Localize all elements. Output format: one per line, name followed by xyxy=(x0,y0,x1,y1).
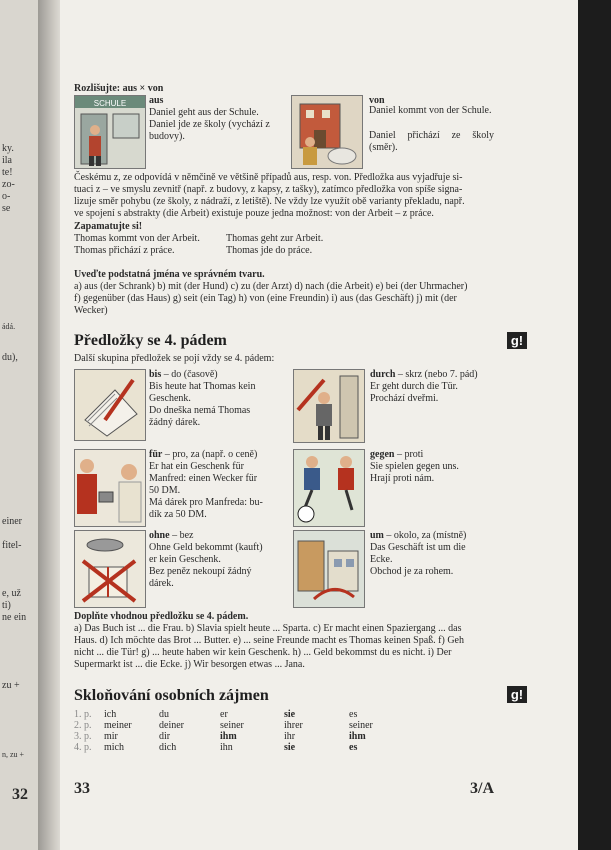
pronoun-cell: es xyxy=(349,742,358,753)
um-gloss: – okolo, za (místně) xyxy=(383,530,467,541)
calendar-icon xyxy=(75,370,145,440)
left-fragment: fitel- xyxy=(2,540,22,551)
exercise1-title: Uveďte podstatná jména ve správném tvaru. xyxy=(74,269,265,280)
case-label: 4. p. xyxy=(74,742,92,753)
pronoun-declension-heading: Skloňování osobních zájmen xyxy=(74,687,269,704)
gegen-entry xyxy=(370,449,423,461)
school-leaving-illustration xyxy=(291,95,363,169)
bis-line: žádný dárek. xyxy=(149,417,201,428)
pronoun-cell: er xyxy=(220,709,228,720)
pronoun-cell: du xyxy=(159,709,169,720)
ohne-line: Ohne Geld bekommt (kauft) xyxy=(149,542,263,553)
left-fragment: ky. xyxy=(2,143,14,154)
bis-gloss: – do (časově) xyxy=(161,369,218,380)
fuer-line: Er hat ein Geschenk für xyxy=(149,461,244,472)
pronoun-cell: ihn xyxy=(220,742,233,753)
grammar-badge-icon: g! xyxy=(507,686,527,703)
gegen-gloss: – proti xyxy=(394,449,424,460)
grammar-badge-icon: g! xyxy=(507,332,527,349)
ohne-examples xyxy=(149,542,284,590)
left-fragment: ti) xyxy=(2,600,11,611)
crossed-gift-icon xyxy=(75,531,145,607)
remember-example-2-cz: Thomas jde do práce. xyxy=(226,245,313,256)
fuer-entry xyxy=(149,449,257,461)
fuer-word: für xyxy=(149,449,163,460)
um-entry xyxy=(370,530,466,542)
remember-title: Zapamatujte si! xyxy=(74,221,143,232)
durch-word: durch xyxy=(370,369,396,380)
pronoun-cell: sie xyxy=(284,709,296,720)
gegen-line: Hrají proti nám. xyxy=(370,473,435,484)
pronoun-cell: dir xyxy=(159,731,171,742)
fuer-line: Má dárek pro Manfreda: bu- xyxy=(149,497,263,508)
gift-exchange-icon xyxy=(75,450,145,526)
pronoun-cell: meiner xyxy=(104,720,132,731)
explanation-line: tuaci z – ve smyslu zevnitř (např. z budovy, z kapsy, z tašky), zatímco předložka von spíše signa- xyxy=(74,184,463,195)
left-fragment: e, už xyxy=(2,588,21,599)
gegen-word: gegen xyxy=(370,449,395,460)
case-label: 2. p. xyxy=(74,720,92,731)
exercise2-line: nicht ... die Tür! g) ... heute haben wir kein Geschenk. h) ... Geld bekommst du es nicht. i) Der xyxy=(74,647,452,658)
bis-word: bis xyxy=(149,369,162,380)
remember-example-1-de: Thomas kommt von der Arbeit. xyxy=(74,233,200,244)
left-page-number: 32 xyxy=(12,786,28,803)
pronoun-cell: sie xyxy=(284,742,296,753)
ohne-line: er kein Geschenk. xyxy=(149,554,221,565)
gegen-line: Sie spielen gegen uns. xyxy=(370,461,459,472)
left-fragment: du), xyxy=(2,352,18,363)
fuer-examples xyxy=(149,461,284,521)
durch-gloss: – skrz (nebo 7. pád) xyxy=(395,369,478,380)
um-line: Obchod je za rohem. xyxy=(370,566,454,577)
gegen-examples xyxy=(370,461,505,485)
case-label: 3. p. xyxy=(74,731,92,742)
left-fragment: ádá. xyxy=(2,322,16,331)
exercise1-line: Wecker) xyxy=(74,305,108,316)
explanation-line: ve spojení s abstrakty (die Arbeit) existuje pouze jedna možnost: von der Arbeit – z práce. xyxy=(74,208,434,219)
table-row xyxy=(74,742,409,753)
left-fragment: te! xyxy=(2,167,13,178)
fuer-line: dík za 50 DM. xyxy=(149,509,207,520)
unit-label: 3/A xyxy=(470,780,494,797)
aus-von-explanation xyxy=(74,172,504,220)
ohne-entry xyxy=(149,530,193,542)
um-word: um xyxy=(370,530,384,541)
pronoun-cell: ich xyxy=(104,709,117,720)
fuer-line: 50 DM. xyxy=(149,485,181,496)
football-illustration xyxy=(293,449,365,527)
school-door-icon xyxy=(75,96,145,168)
von-word: von xyxy=(369,95,385,106)
ohne-word: ohne xyxy=(149,530,170,541)
durch-line: Prochází dveřmi. xyxy=(370,393,439,404)
bis-entry xyxy=(149,369,218,381)
bis-examples xyxy=(149,381,284,429)
exercise2-line: Haus. d) Ich möchte das Brot ... Butter. e) ... seine Freunde macht es Thomas keinen Spaß. f) Geh xyxy=(74,635,464,646)
pronoun-cell: ihrer xyxy=(284,720,303,731)
um-examples xyxy=(370,542,498,578)
exercise1-line: a) aus (der Schrank) b) mit (der Hund) c) zu (der Arzt) d) nach (die Arbeit) e) bei (der Uhrmacher) xyxy=(74,281,468,292)
bis-line: Geschenk. xyxy=(149,393,191,404)
left-fragment: ne ein xyxy=(2,612,27,623)
school-building-icon xyxy=(292,96,362,168)
exercise2-line: a) Das Buch ist ... die Frau. b) Slavia spielt heute ... Sparta. c) Er macht einen Spaziergang ... das xyxy=(74,623,462,634)
remember-example-2-de: Thomas geht zur Arbeit. xyxy=(226,233,324,244)
left-fragment: zu + xyxy=(2,680,20,691)
aus-czech-example: Daniel jde ze školy (vychází z budovy). xyxy=(149,119,270,142)
durch-examples xyxy=(370,381,505,405)
pronoun-cell: ihr xyxy=(284,731,296,742)
explanation-line: lizuje směr pohybu (ze školy, z nádraží, z letiště). Ne vždy lze využít obě varianty překladu, např. xyxy=(74,196,465,207)
aus-german-example: Daniel geht aus der Schule. xyxy=(149,107,259,118)
door-illustration xyxy=(293,369,365,443)
pronoun-declension-table xyxy=(74,709,409,753)
um-line: Ecke. xyxy=(370,554,393,565)
ohne-gloss: – bez xyxy=(169,530,194,541)
school-sign-text: SCHULE xyxy=(93,99,127,108)
page-number: 33 xyxy=(74,780,90,797)
accusative-intro: Další skupina předložek se pojí vždy se 4. pádem: xyxy=(74,353,275,364)
exercise2-body xyxy=(74,623,504,671)
left-fragment: zo- xyxy=(2,179,15,190)
table-row xyxy=(74,709,409,720)
um-line: Das Geschäft ist um die xyxy=(370,542,466,553)
door-icon xyxy=(294,370,364,442)
exercise2-line: Supermarkt ist ... die Ecke. j) Wir besorgen etwas ... Jana. xyxy=(74,659,305,670)
ohne-line: Bez peněz nekoupí žádný xyxy=(149,566,252,577)
exercise2-title: Doplňte vhodnou předložku se 4. pádem. xyxy=(74,611,249,622)
left-fragment: n, zu + xyxy=(2,750,25,759)
aus-word: aus xyxy=(149,95,164,106)
von-czech-example: Daniel přichází ze školy (směr). xyxy=(369,130,494,153)
street-corner-illustration xyxy=(293,530,365,608)
left-fragment: se xyxy=(2,203,11,214)
pronoun-cell: seiner xyxy=(349,720,373,731)
pronoun-cell: mir xyxy=(104,731,118,742)
durch-entry xyxy=(370,369,478,381)
fuer-line: Manfred: einen Wecker für xyxy=(149,473,258,484)
left-fragment: einer xyxy=(2,516,22,527)
von-german-example: Daniel kommt von der Schule. xyxy=(369,105,492,116)
fuer-gloss: – pro, za (např. o ceně) xyxy=(162,449,258,460)
calendar-illustration xyxy=(74,369,146,441)
durch-line: Er geht durch die Tür. xyxy=(370,381,458,392)
accusative-prepositions-heading: Předložky se 4. pádem xyxy=(74,332,227,349)
school-exit-illustration xyxy=(74,95,146,169)
bis-line: Bis heute hat Thomas kein xyxy=(149,381,256,392)
background-edge xyxy=(578,0,611,850)
left-fragment: o- xyxy=(2,191,11,202)
explanation-line: Českému z, ze odpovídá v němčině ve většině případů aus, resp. von. Předložka aus vyjadřuje si- xyxy=(74,172,463,183)
exercise1-line: f) gegenüber (das Haus) g) seit (ein Tag) h) von (eine Freundin) i) aus (das Geschäft) j) mit (der xyxy=(74,293,457,304)
no-money-illustration xyxy=(74,530,146,608)
table-row xyxy=(74,731,409,742)
gift-exchange-illustration xyxy=(74,449,146,527)
left-fragment: ila xyxy=(2,155,12,166)
football-icon xyxy=(294,450,364,526)
exercise1-body xyxy=(74,281,504,317)
case-label: 1. p. xyxy=(74,709,92,720)
pronoun-cell: es xyxy=(349,709,358,720)
remember-example-1-cz: Thomas přichází z práce. xyxy=(74,245,175,256)
ohne-line: dárek. xyxy=(149,578,174,589)
pronoun-cell: dich xyxy=(159,742,177,753)
pronoun-cell: ihm xyxy=(220,731,237,742)
pronoun-cell: mich xyxy=(104,742,124,753)
pronoun-cell: deiner xyxy=(159,720,184,731)
pronoun-cell: seiner xyxy=(220,720,244,731)
street-corner-icon xyxy=(294,531,364,607)
aus-von-heading: Rozlišujte: aus × von xyxy=(74,83,164,94)
pronoun-cell: ihm xyxy=(349,731,366,742)
table-row xyxy=(74,720,409,731)
bis-line: Do dneška nemá Thomas xyxy=(149,405,251,416)
